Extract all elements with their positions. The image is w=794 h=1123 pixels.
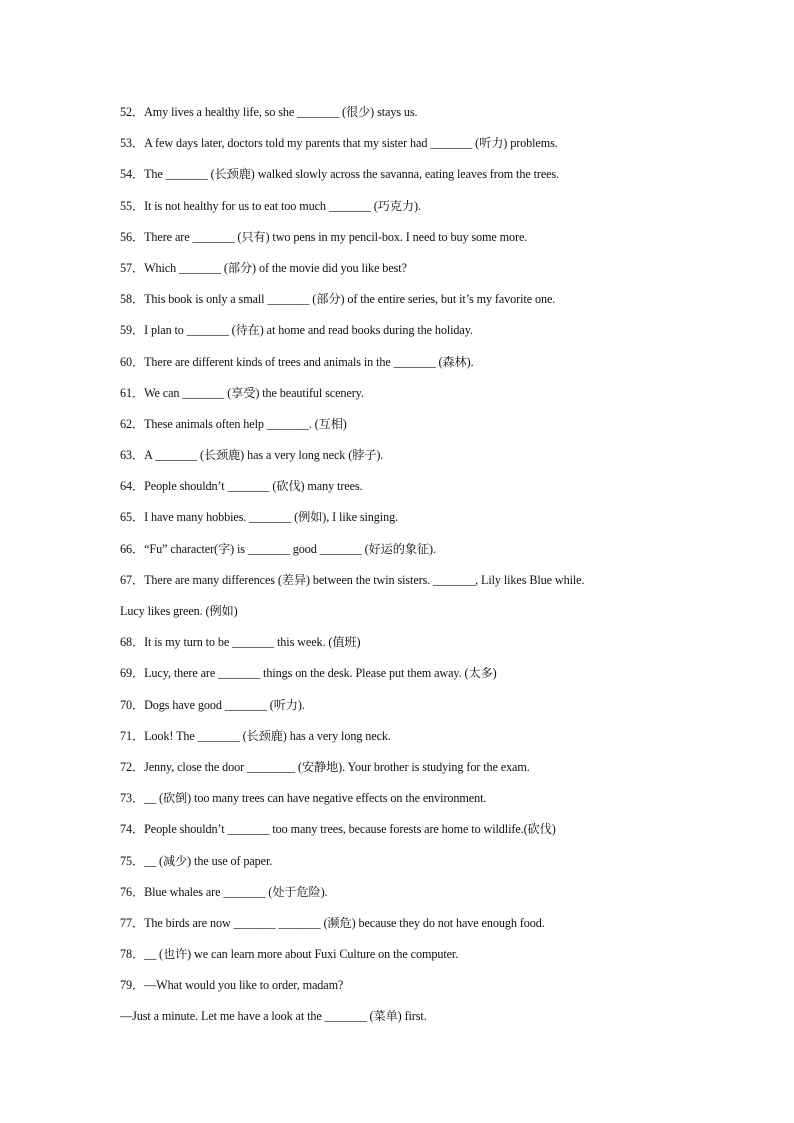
exercise-line: 62．These animals often help _______. (互相) (120, 416, 347, 431)
exercise-line: 74．People shouldn’t _______ too many trees, because forests are home to wildlife.(砍伐) (120, 822, 556, 837)
exercise-line: 67．There are many differences (差异) between the twin sisters. _______, Lily likes Blue while. (120, 572, 585, 587)
exercise-line: 77．The birds are now _______ _______ (濒危) because they do not have enough food. (120, 915, 545, 930)
exercise-line: 59．I plan to _______ (待在) at home and read books during the holiday. (120, 323, 473, 338)
exercise-line: 53．A few days later, doctors told my parents that my sister had _______ (听力) problems. (120, 136, 558, 151)
exercise-line: 69．Lucy, there are _______ things on the desk. Please put them away. (太多) (120, 666, 497, 681)
exercise-line: 63．A _______ (长颈鹿) has a very long neck (脖子). (120, 448, 384, 463)
exercise-line-continuation: —Just a minute. Let me have a look at the _______ (菜单) first. (120, 1009, 427, 1024)
exercise-line: 61．We can _______ (享受) the beautiful scenery. (120, 385, 364, 400)
exercise-line: 71．Look! The _______ (长颈鹿) has a very long neck. (120, 728, 391, 743)
exercise-line: 68．It is my turn to be _______ this week. (值班) (120, 635, 361, 650)
exercise-line: 52．Amy lives a healthy life, so she _______ (很少) stays us. (120, 105, 418, 119)
exercise-line: 66．“Fu” character(字) is _______ good _______ (好运的象征). (120, 541, 436, 556)
exercise-line: 57．Which _______ (部分) of the movie did you like best? (120, 260, 407, 275)
exercise-line: 58．This book is only a small _______ (部分) of the entire series, but it’s my favorite one. (120, 292, 556, 307)
exercise-line: 65．I have many hobbies. _______ (例如), I like singing. (120, 510, 399, 525)
exercise-line: 78．__ (也许) we can learn more about Fuxi Culture on the computer. (120, 947, 459, 962)
exercise-line: 64．People shouldn’t _______ (砍伐) many trees. (120, 479, 363, 494)
exercise-line: 76．Blue whales are _______ (处于危险). (120, 884, 328, 899)
exercise-line: 79．—What would you like to order, madam? (120, 978, 344, 993)
exercise-line: 55．It is not healthy for us to eat too much _______ (巧克力). (120, 198, 421, 213)
exercise-line: 72．Jenny, close the door ________ (安静地). Your brother is studying for the exam. (120, 759, 530, 774)
exercise-line: 54．The _______ (长颈鹿) walked slowly across the savanna, eating leaves from the trees. (120, 167, 560, 182)
exercise-list (120, 101, 720, 1037)
exercise-line-continuation: Lucy likes green. (例如) (120, 604, 238, 618)
exercise-line: 70．Dogs have good _______ (听力). (120, 697, 305, 712)
exercise-line: 75．__ (减少) the use of paper. (120, 853, 273, 868)
exercise-line: 56．There are _______ (只有) two pens in my pencil-box. I need to buy some more. (120, 229, 528, 244)
exercise-line: 73．__ (砍倒) too many trees can have negative effects on the environment. (120, 791, 487, 806)
exercise-line: 60．There are different kinds of trees and animals in the _______ (森林). (120, 354, 474, 369)
